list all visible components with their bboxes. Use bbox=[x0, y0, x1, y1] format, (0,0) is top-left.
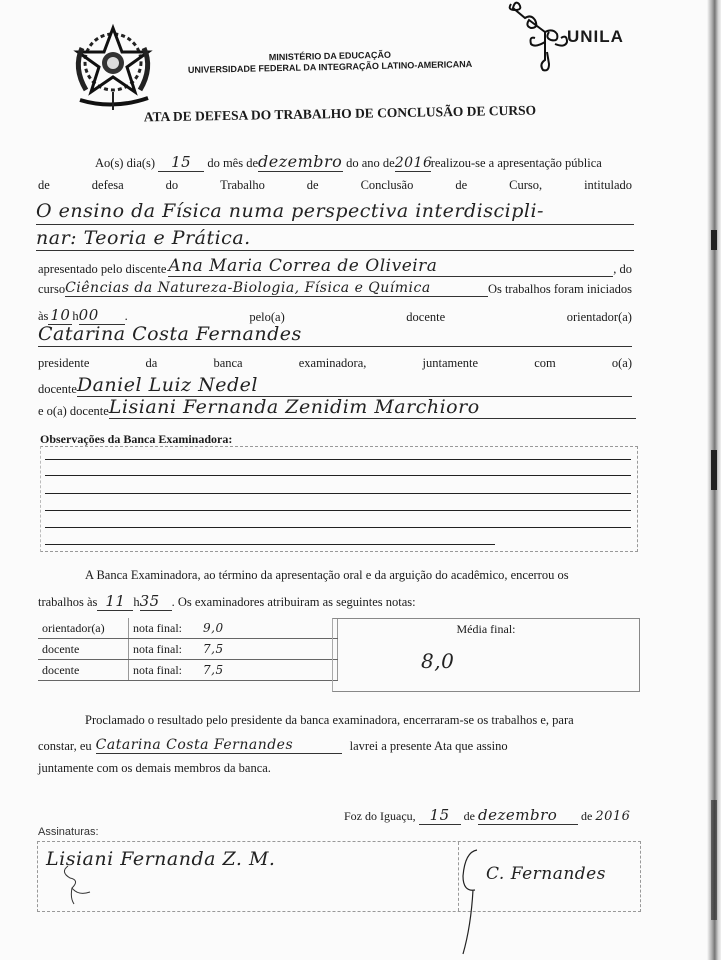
start-time-line: às 10 h00 . pelo(a) docente orientador(a) bbox=[38, 306, 632, 324]
grade-role: docente bbox=[38, 660, 129, 681]
word: de bbox=[306, 178, 319, 192]
word: intitulado bbox=[584, 178, 632, 192]
word: docente bbox=[406, 310, 446, 324]
label-works-started: Os trabalhos foram iniciados bbox=[487, 282, 632, 296]
university-name: UNIVERSIDADE FEDERAL DA INTEGRAÇÃO LATINO-AMERICANA bbox=[187, 59, 473, 75]
label-h: h bbox=[133, 595, 140, 609]
label-days: Ao(s) dia(s) bbox=[95, 156, 156, 170]
closing-line-1: A Banca Examinadora, ao término da apresentação oral e da arguição do acadêmico, encerrou os bbox=[85, 568, 569, 582]
ministry-name: MINISTÉRIO DA EDUCAÇÃO bbox=[268, 49, 392, 63]
grade-role: docente bbox=[38, 639, 129, 660]
grade-label: nota final: bbox=[129, 618, 200, 639]
word: banca bbox=[213, 356, 243, 370]
president-line bbox=[38, 356, 632, 371]
grade-row bbox=[38, 660, 338, 681]
label-student: apresentado pelo discente bbox=[38, 262, 167, 276]
label-h: h bbox=[72, 309, 79, 323]
grade-label: nota final: bbox=[129, 639, 200, 660]
label-examiner-2: e o(a) docente bbox=[38, 404, 109, 418]
intro-line bbox=[95, 152, 602, 172]
sign-day-field[interactable]: 15 bbox=[419, 806, 461, 825]
unila-knot-logo-icon bbox=[505, 0, 575, 72]
word: defesa bbox=[91, 178, 124, 192]
label-year: do ano de bbox=[346, 156, 395, 170]
institution-header bbox=[180, 48, 480, 76]
writing-line bbox=[45, 475, 631, 476]
label-month: do mês de bbox=[207, 156, 258, 170]
label-city: Foz do Iguaçu, bbox=[344, 809, 416, 823]
student-line bbox=[38, 256, 632, 277]
signature-flourish bbox=[455, 846, 495, 956]
label-do: , do bbox=[613, 262, 632, 276]
label-de: de bbox=[580, 809, 593, 823]
writing-line bbox=[45, 510, 631, 511]
word: de bbox=[38, 178, 50, 192]
advisor-name-field[interactable]: Catarina Costa Fernandes bbox=[38, 322, 632, 347]
label-course: curso bbox=[38, 282, 66, 296]
scan-artifact bbox=[711, 800, 717, 920]
label-lavrei: lavrei a presente Ata que assino bbox=[349, 739, 508, 753]
word: orientador(a) bbox=[566, 310, 632, 324]
month-field[interactable]: dezembro bbox=[258, 152, 343, 171]
word: juntamente bbox=[422, 356, 479, 370]
proclamation-line-3: juntamente com os demais membros da banca. bbox=[38, 761, 271, 775]
word: examinadora, bbox=[298, 356, 367, 370]
day-field[interactable]: 15 bbox=[158, 153, 204, 172]
proclamation-line-2 bbox=[38, 737, 632, 754]
start-hour-field[interactable]: 10 bbox=[50, 306, 71, 324]
end-minute-field[interactable]: 35 bbox=[140, 592, 172, 611]
label-rest: realizou-se a apresentação pública bbox=[430, 156, 602, 170]
signatures-label: Assinaturas: bbox=[38, 826, 99, 838]
closing-line-2 bbox=[38, 592, 416, 611]
word: da bbox=[145, 356, 158, 370]
observations-title: Observações da Banca Examinadora: bbox=[40, 432, 233, 446]
writing-line bbox=[45, 493, 631, 494]
document-title: ATA DE DEFESA DO TRABALHO DE CONCLUSÃO DE CURSO bbox=[143, 102, 537, 125]
word: Trabalho bbox=[220, 178, 265, 192]
word: Curso, bbox=[509, 178, 543, 192]
average-value[interactable]: 8,0 bbox=[421, 649, 455, 673]
signatures-box bbox=[37, 841, 641, 912]
writing-line bbox=[45, 544, 495, 545]
word: presidente bbox=[38, 356, 90, 370]
grades-table bbox=[38, 618, 338, 681]
place-date-line bbox=[344, 806, 630, 825]
grade-role: orientador(a) bbox=[38, 618, 129, 639]
word: pelo(a) bbox=[249, 310, 285, 324]
examiner-2-line bbox=[38, 396, 636, 419]
writing-line bbox=[45, 459, 631, 460]
label-at: às bbox=[38, 309, 49, 323]
grade-value[interactable]: 7,5 bbox=[199, 639, 338, 660]
label-examiner-1: docente bbox=[38, 382, 77, 396]
word: do bbox=[165, 178, 179, 192]
grade-row bbox=[38, 618, 338, 639]
examiner-1-name-field[interactable]: Daniel Luiz Nedel bbox=[77, 374, 632, 397]
examiner-2-name-field[interactable]: Lisiani Fernanda Zenidim Marchioro bbox=[109, 396, 636, 419]
grade-row bbox=[38, 639, 338, 660]
observations-box[interactable] bbox=[40, 446, 638, 552]
proclamation-suffix bbox=[350, 739, 632, 754]
grade-value[interactable]: 7,5 bbox=[199, 660, 338, 681]
label-constar: constar, eu bbox=[38, 739, 92, 753]
average-label: Média final: bbox=[456, 622, 516, 636]
sign-year-field[interactable]: 2016 bbox=[595, 809, 631, 824]
brazil-coat-of-arms-icon bbox=[68, 18, 158, 113]
proclamation-line-1: Proclamado o resultado pelo presidente da banca examinadora, encerraram-se os trabalhos e, para bbox=[85, 713, 574, 727]
thesis-title-line-2[interactable]: nar: Teoria e Prática. bbox=[36, 226, 634, 251]
word: Conclusão bbox=[360, 178, 414, 192]
word: de bbox=[455, 178, 468, 192]
word: o(a) bbox=[611, 356, 632, 370]
year-field[interactable]: 2016 bbox=[394, 155, 433, 171]
grade-value[interactable]: 9,0 bbox=[199, 618, 338, 639]
label-grades-intro: . Os examinadores atribuiram as seguintes notas: bbox=[171, 595, 416, 609]
scan-artifact bbox=[711, 230, 717, 250]
scribe-name-field[interactable]: Catarina Costa Fernandes bbox=[96, 737, 342, 754]
signature-left[interactable]: Lisiani Fernanda Z. M. bbox=[46, 848, 276, 870]
course-name-field[interactable]: Ciências da Natureza-Biologia, Física e Química bbox=[65, 280, 488, 297]
average-grade-box bbox=[332, 618, 640, 692]
word: com bbox=[534, 356, 556, 370]
sign-month-field[interactable]: dezembro bbox=[478, 806, 578, 825]
course-line bbox=[38, 280, 632, 297]
examiner-1-line bbox=[38, 374, 632, 397]
signature-right[interactable]: C. Fernandes bbox=[486, 864, 606, 884]
thesis-title-line-1[interactable]: O ensino da Física numa perspectiva interdiscipli- bbox=[36, 198, 634, 225]
grade-label: nota final: bbox=[129, 660, 200, 681]
intro-line-2 bbox=[38, 178, 632, 193]
start-minute-field[interactable]: 00 bbox=[79, 306, 125, 325]
student-name-field[interactable]: Ana Maria Correa de Oliveira bbox=[168, 256, 613, 277]
unila-logo-text: UNILA bbox=[567, 27, 624, 46]
end-hour-field[interactable]: 11 bbox=[97, 592, 133, 611]
writing-line bbox=[45, 527, 631, 528]
scan-artifact bbox=[711, 450, 717, 490]
signature-flourish bbox=[58, 862, 98, 906]
label-work-ended: trabalhos às bbox=[38, 595, 98, 609]
label-de: de bbox=[463, 809, 475, 823]
